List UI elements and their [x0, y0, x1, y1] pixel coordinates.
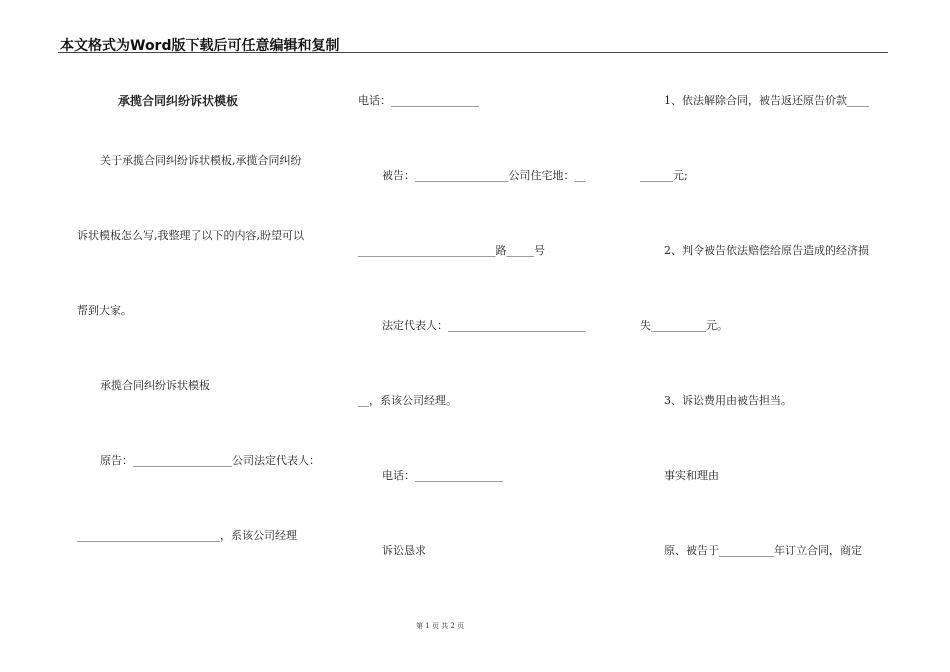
claim-1-line: 1、依法解除合同，被告返还原告价款____ [664, 94, 869, 107]
legal-representative-line: 法定代表人：_________________________ [382, 319, 586, 332]
page-number: 第 1 页 共 2 页 [415, 622, 465, 630]
defendant-line: 被告：_________________公司住宅地：__ [382, 169, 586, 182]
plaintiff-manager-line: __________________________，系该公司经理 [77, 529, 297, 542]
plaintiff-line: 原告：__________________公司法定代表人： [100, 454, 320, 467]
claim-1-amount: ______元; [640, 169, 688, 182]
section-subtitle: 承揽合同纠纷诉状模板 [100, 379, 210, 392]
intro-line-2: 诉状模板怎么写,我整理了以下的内容,盼望可以 [77, 229, 304, 242]
facts-line-1: 原、被告于__________年订立合同，商定 [664, 544, 862, 557]
claim-2-line: 2、判令被告依法赔偿给原告造成的经济损 [664, 244, 869, 257]
claims-heading: 诉讼恳求 [382, 544, 426, 557]
defendant-address-line: _________________________路_____号 [358, 244, 545, 257]
claim-3-line: 3、诉讼费用由被告担当。 [664, 394, 792, 407]
intro-line-3: 帮到大家。 [77, 304, 132, 317]
document-title: 承揽合同纠纷诉状模板 [118, 94, 239, 108]
claim-2-amount: 失__________元。 [640, 319, 728, 332]
intro-line-1: 关于承揽合同纠纷诉状模板,承揽合同纠纷 [100, 154, 302, 167]
defendant-phone-line: 电话：________________ [382, 469, 503, 482]
defendant-manager-line: __，系该公司经理。 [358, 394, 457, 407]
facts-heading: 事实和理由 [664, 469, 719, 482]
document-banner: 本文格式为Word版下载后可任意编辑和复制 [60, 38, 340, 54]
header-rule [58, 52, 888, 53]
plaintiff-phone-line: 电话：________________ [358, 94, 479, 107]
